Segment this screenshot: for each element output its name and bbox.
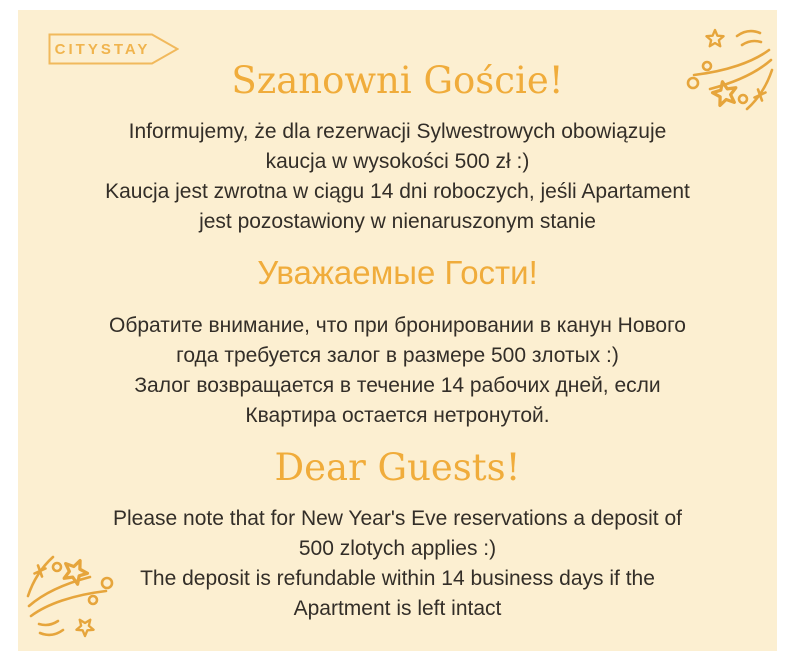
russian-heading: Уважаемые Гости! bbox=[257, 254, 538, 291]
russian-line-1: Обратите внимание, что при бронировании в канун Нового bbox=[109, 314, 686, 337]
russian-paragraph bbox=[18, 311, 777, 431]
polish-line-2: kaucja w wysokości 500 zł :) bbox=[265, 150, 530, 173]
polish-line-3: Kaucja jest zwrotna w ciągu 14 dni roboczych, jeśli Apartament bbox=[105, 180, 690, 203]
english-line-3: The deposit is refundable within 14 business days if the bbox=[140, 567, 655, 590]
english-line-2: 500 zlotych applies :) bbox=[298, 537, 497, 560]
polish-paragraph bbox=[18, 117, 777, 237]
english-heading: Dear Guests! bbox=[274, 446, 521, 489]
polish-heading: Szanowni Goście! bbox=[231, 59, 564, 102]
notice-card bbox=[18, 10, 777, 651]
logo-text: CITYSTAY bbox=[54, 40, 151, 58]
english-paragraph bbox=[18, 504, 777, 624]
russian-line-3: Залог возвращается в течение 14 рабочих дней, если bbox=[134, 374, 661, 397]
polish-line-1: Informujemy, że dla rezerwacji Sylwestrowych obowiązuje bbox=[128, 120, 667, 143]
polish-line-4: jest pozostawiony w nienaruszonym stanie bbox=[199, 210, 596, 233]
russian-line-4: Квартира остается нетронутой. bbox=[245, 404, 550, 427]
english-line-1: Please note that for New Year's Eve reservations a deposit of bbox=[112, 507, 682, 530]
russian-line-2: года требуется залог в размере 500 злотых :) bbox=[176, 344, 619, 367]
english-line-4: Apartment is left intact bbox=[293, 597, 502, 620]
